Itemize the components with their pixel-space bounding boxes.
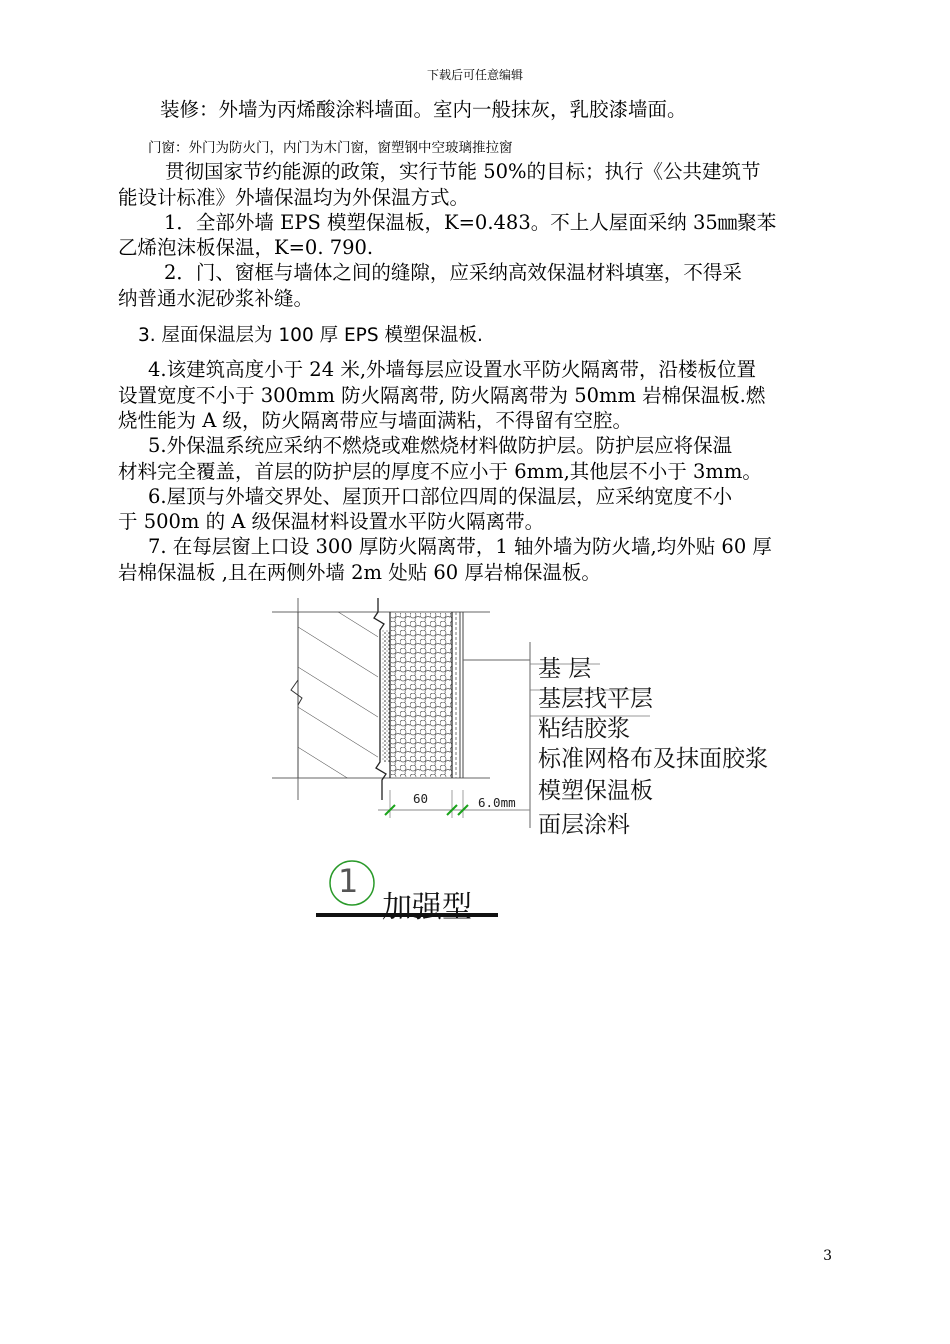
label-finish-coat: 面层涂料 xyxy=(538,812,630,838)
item3: 3. 屋面保温层为 100 厚 EPS 模塑保温板. xyxy=(138,325,483,346)
detail-number: 1 xyxy=(338,862,359,900)
label-adhesive: 粘结胶浆 xyxy=(538,716,630,742)
leveling-layer xyxy=(382,630,390,762)
item6-line1: 6.屋顶与外墙交界处、屋顶开口部位四周的保温层，应采纳宽度不小 xyxy=(148,485,733,508)
item1-line1: 1．全部外墙 EPS 模塑保温板，K=0.483。不上人屋面采纳 35㎜聚苯 xyxy=(164,211,777,234)
item4-line1: 4.该建筑高度小于 24 米,外墙每层应设置水平防火隔离带，沿楼板位置 xyxy=(148,358,757,381)
page-header: 下载后可任意编辑 xyxy=(426,68,523,82)
item4-line2: 设置宽度不小于 300mm 防火隔离带, 防火隔离带为 50mm 岩棉保温板.燃 xyxy=(118,384,766,407)
item4-line3: 烧性能为 A 级，防火隔离带应与墙面满粘，不得留有空腔。 xyxy=(118,409,632,432)
paragraph-energy-line2: 能设计标准》外墙保温均为外保温方式。 xyxy=(118,186,470,209)
item7-line2: 岩棉保温板 ,且在两侧外墙 2m 处贴 60 厚岩棉保温板。 xyxy=(118,561,601,584)
detail-title: 加强型 xyxy=(382,890,472,925)
label-leveling-layer: 基层找平层 xyxy=(538,686,653,712)
item5-line1: 5.外保温系统应采纳不燃烧或难燃烧材料做防护层。防护层应将保温 xyxy=(148,434,733,457)
item6-line2: 于 500m 的 A 级保温材料设置水平防火隔离带。 xyxy=(118,510,545,533)
paragraph-decoration: 装修：外墙为丙烯酸涂料墙面。室内一般抹灰，乳胶漆墙面。 xyxy=(160,98,687,121)
label-insulation-board: 模塑保温板 xyxy=(538,778,653,804)
label-mesh-mortar: 标准网格布及抹面胶浆 xyxy=(538,746,768,772)
label-base-layer: 基 层 xyxy=(538,656,592,682)
paragraph-doors-windows: 门窗：外门为防火门，内门为木门窗，窗塑钢中空玻璃推拉窗 xyxy=(148,140,513,156)
dimension-label-60: 60 xyxy=(413,791,429,806)
insulation-board-layer xyxy=(391,613,452,777)
item5-line2: 材料完全覆盖，首层的防护层的厚度不应小于 6mm,其他层不小于 3mm。 xyxy=(118,460,762,483)
item1-line2: 乙烯泡沫板保温，K=0. 790. xyxy=(118,236,374,259)
base-wall-layer xyxy=(298,612,378,778)
item7-line1: 7. 在每层窗上口设 300 厚防火隔离带，1 轴外墙为防火墙,均外贴 60 厚 xyxy=(148,535,772,558)
item2-line1: 2．门、窗框与墙体之间的缝隙，应采纳高效保温材料填塞，不得采 xyxy=(164,261,742,284)
paragraph-energy-line1: 贯彻国家节约能源的政策，实行节能 50%的目标；执行《公共建筑节 xyxy=(165,160,761,183)
page-number: 3 xyxy=(823,1248,832,1264)
dimension-label-6mm: 6.0mm xyxy=(478,795,516,810)
item2-line2: 纳普通水泥砂浆补缝。 xyxy=(118,287,314,310)
